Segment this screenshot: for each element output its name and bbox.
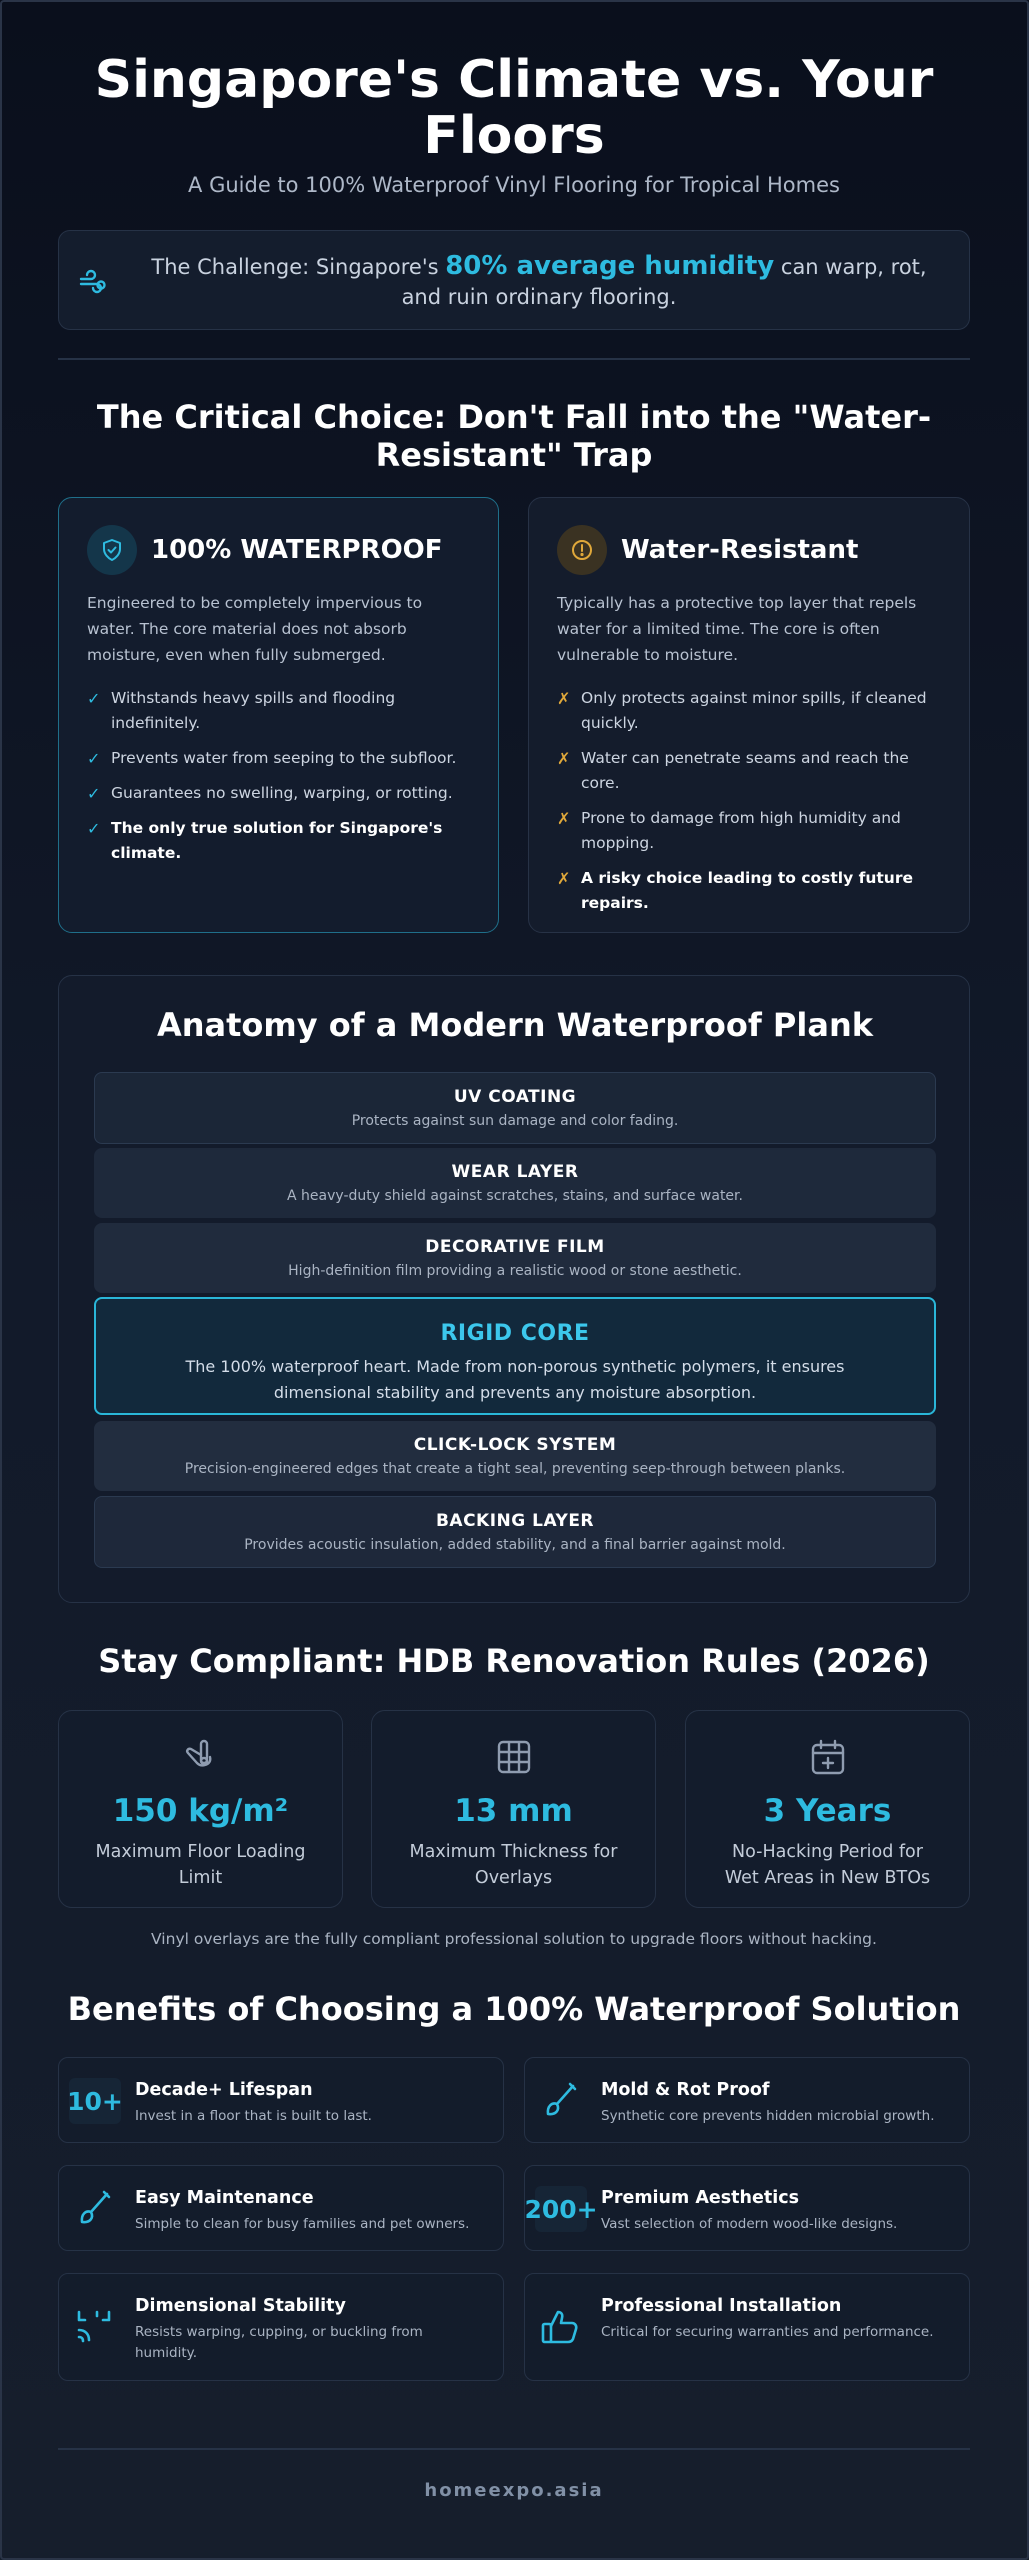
check-icon: ✓ xyxy=(87,749,101,768)
humidity-icon xyxy=(79,265,111,297)
benefit-mold-proof xyxy=(524,2057,970,2143)
benefit-title: Dimensional Stability xyxy=(135,2296,346,2316)
footer-site: homeexpo.asia xyxy=(424,2480,604,2501)
layer-wear: WEAR LAYER A heavy-duty shield against scratches, stains, and surface water. xyxy=(94,1148,936,1218)
cross-icon: ✗ xyxy=(557,689,571,708)
list-item: ✗ Water can penetrate seams and reach the core. xyxy=(557,746,941,796)
benefit-stability xyxy=(58,2273,504,2381)
brush-icon xyxy=(71,2186,117,2232)
stat-card-no-hacking xyxy=(685,1710,970,1908)
cross-icon: ✗ xyxy=(557,869,571,888)
grid-icon xyxy=(494,1737,534,1777)
check-icon: ✓ xyxy=(87,689,101,708)
benefit-title: Mold & Rot Proof xyxy=(601,2080,770,2100)
benefit-installation xyxy=(524,2273,970,2381)
benefit-desc: Synthetic core prevents hidden microbial growth. xyxy=(601,2108,935,2124)
challenge-suffix: can warp, rot, and ruin ordinary flooring. xyxy=(401,255,927,309)
stat-label: No-Hacking Period for Wet Areas in New BTOs xyxy=(724,1842,931,1888)
thumbs-up-icon xyxy=(537,2304,583,2350)
anatomy-panel xyxy=(58,975,970,1603)
check-icon: ✓ xyxy=(87,819,101,838)
benefit-badge: 10+ xyxy=(69,2078,121,2124)
layer-backing: BACKING LAYER Provides acoustic insulation, added stability, and a final barrier against mold. xyxy=(94,1496,936,1568)
benefit-easy-maintenance xyxy=(58,2165,504,2251)
shield-check-icon xyxy=(87,525,137,575)
benefit-desc: Invest in a floor that is built to last. xyxy=(135,2108,372,2124)
waterproof-list xyxy=(87,686,470,866)
weight-hand-icon xyxy=(181,1737,221,1777)
benefit-lifespan xyxy=(58,2057,504,2143)
page-subtitle: A Guide to 100% Waterproof Vinyl Flooring for Tropical Homes xyxy=(188,173,840,197)
benefit-title: Easy Maintenance xyxy=(135,2188,314,2208)
choice-heading: The Critical Choice: Don't Fall into the "Water-Resistant" Trap xyxy=(96,398,932,474)
hdb-heading: Stay Compliant: HDB Renovation Rules (2026) xyxy=(98,1642,930,1680)
stat-card-thickness xyxy=(371,1710,656,1908)
compliance-note: Vinyl overlays are the fully compliant professional solution to upgrade floors without hacking. xyxy=(151,1930,877,1948)
warning-icon xyxy=(557,525,607,575)
benefit-aesthetics xyxy=(524,2165,970,2251)
stat-label: Maximum Thickness for Overlays xyxy=(409,1842,618,1888)
layer-click-lock: CLICK-LOCK SYSTEM Precision-engineered edges that create a tight seal, preventing seep-through between planks. xyxy=(94,1421,936,1491)
layer-rigid-core: RIGID CORE The 100% waterproof heart. Made from non-porous synthetic polymers, it ensures dimensional stability and prevents any moisture absorption. xyxy=(94,1297,936,1415)
cross-icon: ✗ xyxy=(557,749,571,768)
benefit-title: Professional Installation xyxy=(601,2296,842,2316)
divider xyxy=(58,2448,970,2450)
layer-decorative-film: DECORATIVE FILM High-definition film providing a realistic wood or stone aesthetic. xyxy=(94,1223,936,1293)
cross-icon: ✗ xyxy=(557,809,571,828)
benefit-badge: 200+ xyxy=(535,2186,587,2232)
water-resistant-title: Water-Resistant xyxy=(621,535,859,565)
benefit-desc: Vast selection of modern wood-like designs. xyxy=(601,2216,898,2232)
list-item: ✗ A risky choice leading to costly future repairs. xyxy=(557,866,941,916)
page-title: Singapore's Climate vs. Your Floors xyxy=(94,50,934,166)
list-item: ✗ Prone to damage from high humidity and mopping. xyxy=(557,806,941,856)
benefit-title: Premium Aesthetics xyxy=(601,2188,800,2208)
check-icon: ✓ xyxy=(87,784,101,803)
stat-value: 13 mm xyxy=(454,1793,573,1829)
water-resistant-description: Typically has a protective top layer that repels water for a limited time. The core is often vulnerable to moisture. xyxy=(557,594,917,664)
layer-uv-coating: UV COATING Protects against sun damage and color fading. xyxy=(94,1072,936,1144)
stat-value: 150 kg/m² xyxy=(112,1793,289,1829)
stat-label: Maximum Floor Loading Limit xyxy=(95,1842,306,1888)
waterproof-title: 100% WATERPROOF xyxy=(151,535,443,565)
list-item: ✗ Only protects against minor spills, if cleaned quickly. xyxy=(557,686,941,736)
list-item: ✓ The only true solution for Singapore's climate. xyxy=(87,816,470,866)
calendar-icon xyxy=(808,1737,848,1777)
water-resistant-list xyxy=(557,686,941,916)
benefit-desc: Critical for securing warranties and performance. xyxy=(601,2324,934,2340)
list-item: ✓ Guarantees no swelling, warping, or rotting. xyxy=(87,781,470,806)
waterproof-description: Engineered to be completely impervious to water. The core material does not absorb moisture, even when fully submerged. xyxy=(87,594,423,664)
list-item: ✓ Withstands heavy spills and flooding indefinitely. xyxy=(87,686,470,736)
stat-value: 3 Years xyxy=(763,1793,892,1829)
divider xyxy=(58,358,970,360)
waterproof-card xyxy=(58,497,499,933)
brush-icon xyxy=(537,2078,583,2124)
challenge-prefix: The Challenge: Singapore's xyxy=(151,255,446,279)
challenge-highlight: 80% average humidity xyxy=(445,251,775,281)
benefits-heading: Benefits of Choosing a 100% Waterproof Solution xyxy=(67,1990,961,2028)
stat-card-loading xyxy=(58,1710,343,1908)
water-resistant-card xyxy=(528,497,970,933)
anatomy-heading: Anatomy of a Modern Waterproof Plank xyxy=(156,1006,873,1044)
challenge-text xyxy=(129,251,949,312)
benefit-desc: Resists warping, cupping, or buckling from humidity. xyxy=(135,2324,423,2361)
benefit-title: Decade+ Lifespan xyxy=(135,2080,313,2100)
challenge-banner xyxy=(58,230,970,330)
list-item: ✓ Prevents water from seeping to the subfloor. xyxy=(87,746,470,771)
stability-icon xyxy=(71,2304,117,2350)
benefit-desc: Simple to clean for busy families and pet owners. xyxy=(135,2216,470,2232)
